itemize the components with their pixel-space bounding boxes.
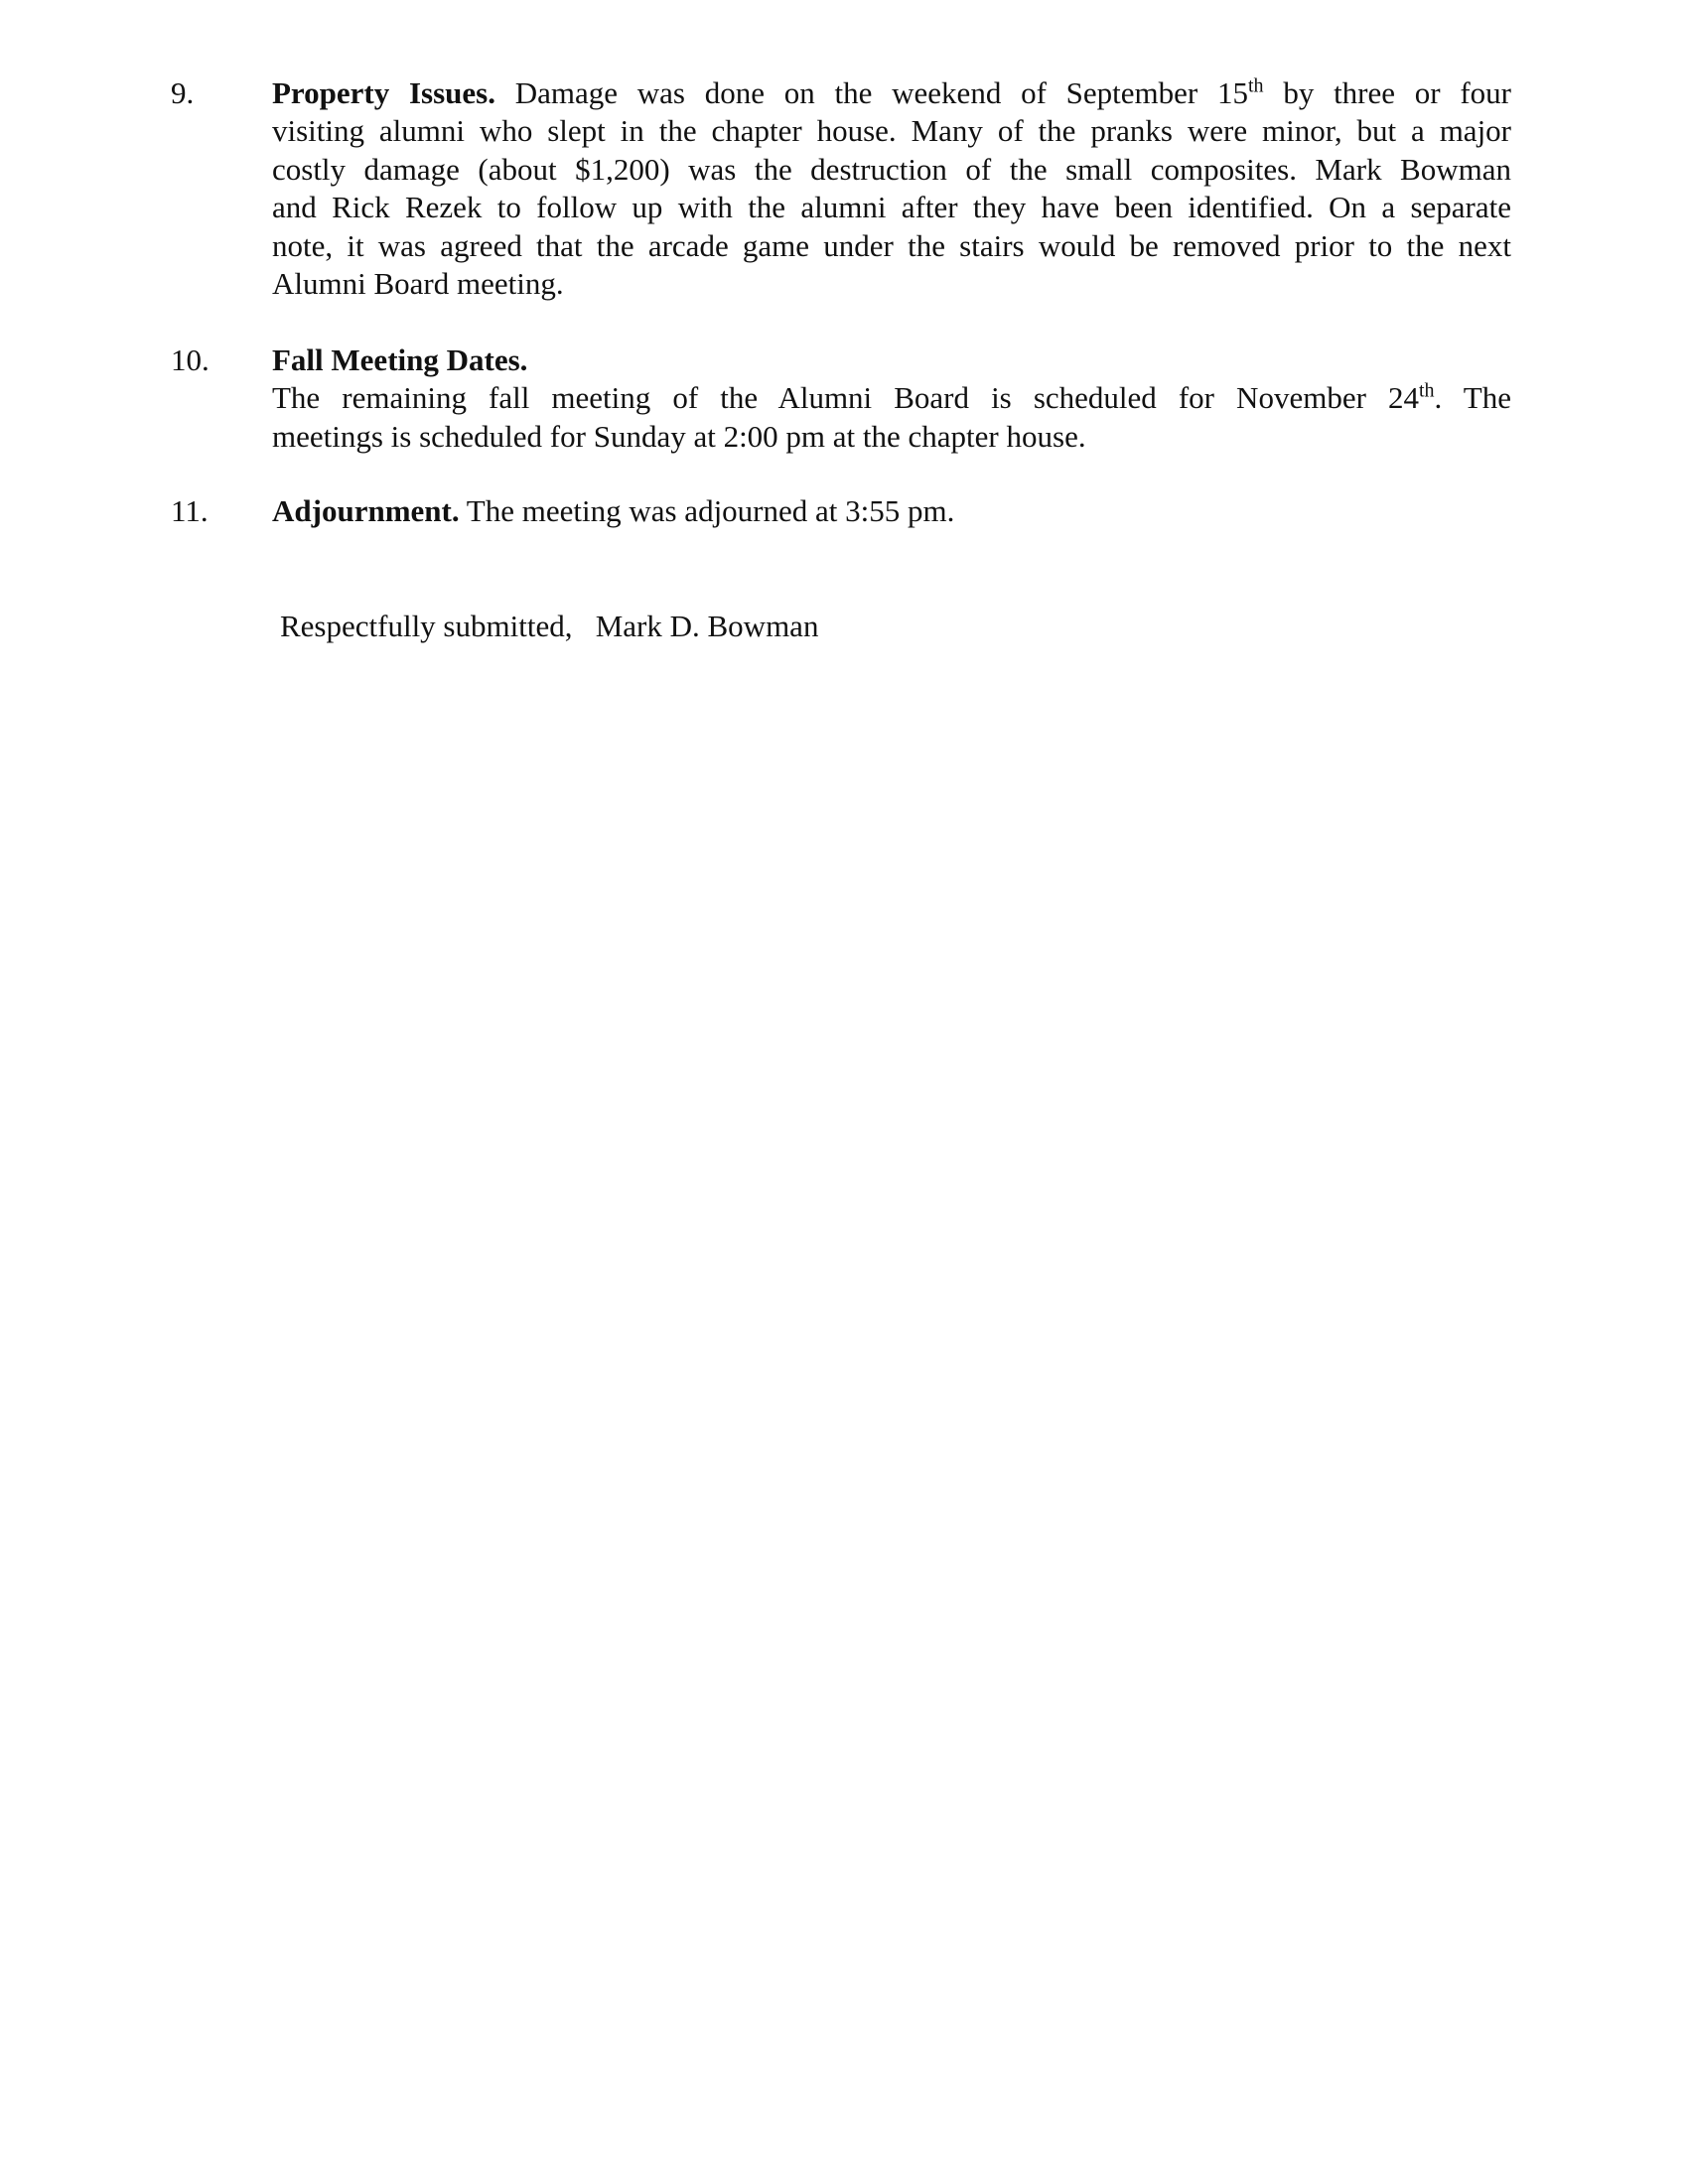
item-line: Alumni Board meeting. [272,266,564,302]
item-body [272,492,1511,530]
item-text: The remaining fall meeting of the Alumni Board is scheduled for November 24 [272,380,1419,416]
item-heading: Fall Meeting Dates. [272,342,528,377]
item-line: note, it was agreed that the arcade game under the stairs would be removed prior to the next [272,227,1511,263]
signoff-name: Mark D. Bowman [595,609,819,643]
item-text: . The [1434,380,1511,416]
item-line [272,74,1511,112]
item-line [272,492,1511,530]
item-number: 9. [171,75,195,110]
item-line: costly damage (about $1,200) was the destruction of the small composites. Mark Bowman [272,151,1511,187]
ordinal-suffix: th [1247,74,1264,97]
ordinal-suffix: th [1418,380,1435,403]
item-body [272,74,1511,303]
item-line: visiting alumni who slept in the chapter house. Many of the pranks were minor, but a major [272,113,1511,149]
item-text: The meeting was adjourned at 3:55 pm. [466,493,955,528]
item-number: 11. [171,493,209,528]
item-text: by three or four [1283,75,1512,110]
item-heading: Adjournment. [272,493,460,528]
signoff-label: Respectfully submitted, [280,609,573,643]
item-body [272,341,1511,456]
signoff [280,608,818,645]
item-text: Damage was done on the weekend of September 15 [514,75,1248,110]
item-line: meetings is scheduled for Sunday at 2:00 pm at the chapter house. [272,418,1086,454]
item-line: and Rick Rezek to follow up with the alumni after they have been identified. On a separate [272,190,1511,225]
item-heading: Property Issues. [272,75,495,110]
item-number: 10. [171,342,210,377]
item-line [272,379,1511,417]
